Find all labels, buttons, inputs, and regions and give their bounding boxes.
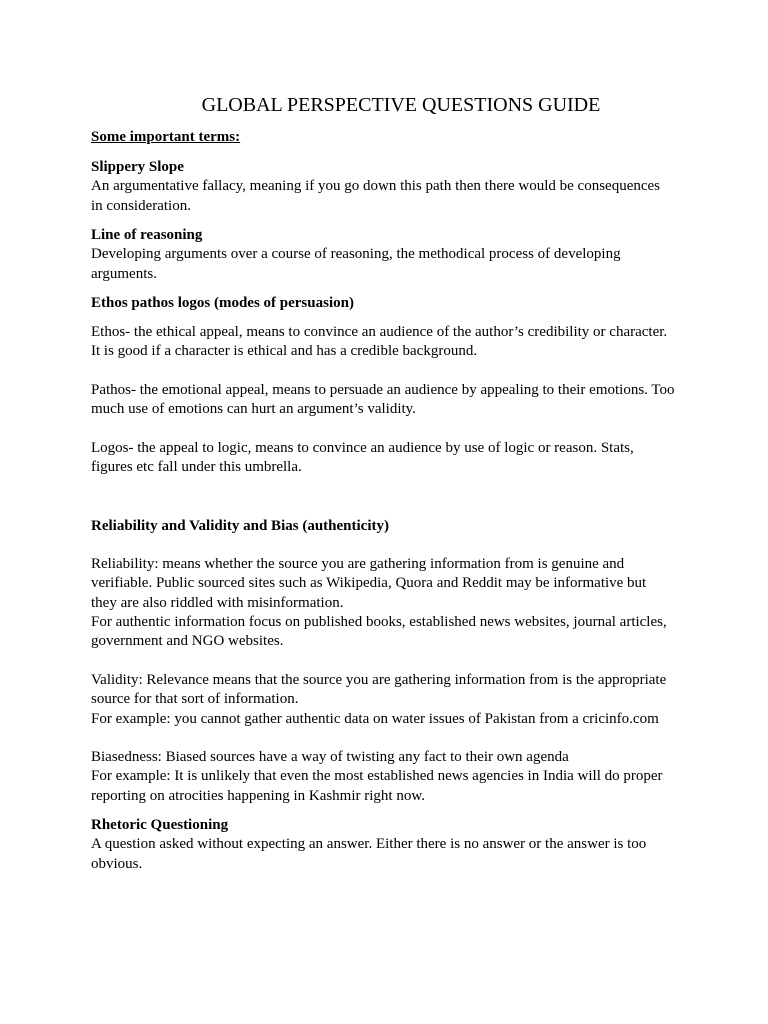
- logos-paragraph: [91, 439, 691, 478]
- slippery-slope-text-line: in consideration.: [91, 197, 191, 214]
- modes-heading: Ethos pathos logos (modes of persuasion): [91, 295, 354, 311]
- pathos-text-line: Pathos- the emotional appeal, means to persuade an audience by appealing to their emotions. Too: [91, 382, 675, 398]
- document-title: GLOBAL PERSPECTIVE QUESTIONS GUIDE: [201, 94, 601, 116]
- validity-paragraph: [91, 671, 691, 729]
- rhetoric-section: [91, 816, 691, 874]
- line-of-reasoning-section: [91, 226, 691, 284]
- line-of-reasoning-text-line: arguments.: [91, 265, 157, 282]
- ethos-text-line: It is good if a character is ethical and has a credible background.: [91, 343, 478, 360]
- validity-text-line: Validity: Relevance means that the source you are gathering information from is the appropriate: [91, 672, 667, 688]
- rhetoric-heading: Rhetoric Questioning: [91, 817, 229, 833]
- logos-text-line: figures etc fall under this umbrella.: [91, 459, 302, 476]
- rhetoric-text-line: obvious.: [91, 855, 143, 872]
- validity-text-line: For example: you cannot gather authentic data on water issues of Pakistan from a cricinfo.com: [91, 710, 659, 727]
- slippery-slope-text-line: An argumentative fallacy, meaning if you go down this path then there would be consequences: [91, 178, 661, 195]
- reliability-paragraph: [91, 555, 691, 651]
- reliability-text-line: Reliability: means whether the source you are gathering information from is genuine and: [91, 556, 625, 572]
- slippery-slope-heading: Slippery Slope: [91, 159, 184, 175]
- reliability-text-line: verifiable. Public sourced sites such as Wikipedia, Quora and Reddit may be informative but: [91, 575, 647, 592]
- rhetoric-text-line: A question asked without expecting an answer. Either there is no answer or the answer is too: [91, 836, 647, 853]
- line-of-reasoning-heading: Line of reasoning: [91, 227, 203, 243]
- bias-text-line: reporting on atrocities happening in Kashmir right now.: [91, 787, 425, 804]
- validity-text-line: source for that sort of information.: [91, 691, 299, 708]
- reliability-heading: Reliability and Validity and Bias (authenticity): [91, 518, 389, 534]
- ethos-paragraph: [91, 323, 691, 362]
- bias-text-line: Biasedness: Biased sources have a way of twisting any fact to their own agenda: [91, 749, 569, 765]
- reliability-text-line: they are also riddled with misinformation.: [91, 594, 344, 611]
- ethos-text-line: Ethos- the ethical appeal, means to convince an audience of the author’s credibility or character.: [91, 324, 668, 340]
- pathos-text-line: much use of emotions can hurt an argument’s validity.: [91, 401, 416, 418]
- bias-text-line: For example: It is unlikely that even the most established news agencies in India will do proper: [91, 768, 663, 785]
- reliability-text-line: government and NGO websites.: [91, 633, 284, 650]
- line-of-reasoning-text-line: Developing arguments over a course of reasoning, the methodical process of developing: [91, 246, 621, 263]
- logos-text-line: Logos- the appeal to logic, means to convince an audience by use of logic or reason. Stats,: [91, 440, 634, 456]
- slippery-slope-section: [91, 158, 691, 216]
- pathos-paragraph: [91, 381, 691, 420]
- bias-paragraph: [91, 748, 691, 806]
- terms-heading: Some important terms:: [91, 129, 241, 145]
- reliability-text-line: For authentic information focus on published books, established news websites, journal articles,: [91, 613, 667, 630]
